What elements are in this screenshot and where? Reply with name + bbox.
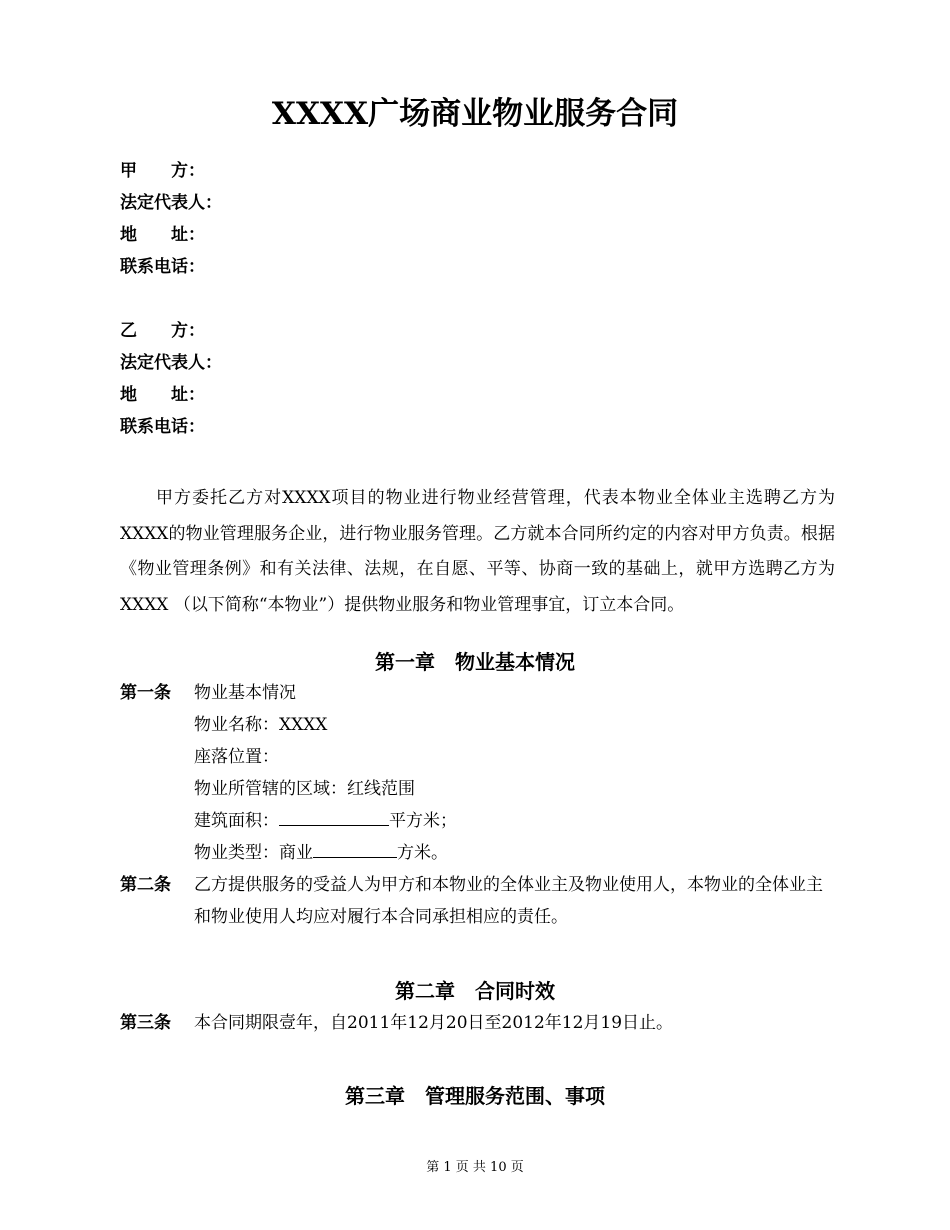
article-2 — [120, 869, 835, 933]
party-b-name-label: 乙 方： — [120, 321, 205, 341]
page-footer: 第 1 页 共 10 页 — [426, 1160, 524, 1175]
article-1 — [120, 677, 835, 869]
article-3 — [120, 1007, 835, 1039]
party-a-address-label: 地 址： — [120, 225, 205, 245]
property-type-line — [194, 837, 835, 869]
intro-paragraph — [120, 481, 835, 623]
article-3-label: 第三条 — [120, 1013, 171, 1033]
party-b-rep-label: 法定代表人： — [120, 353, 222, 373]
party-a-phone-label: 联系电话： — [120, 257, 205, 277]
chapter-3-heading: 第三章 管理服务范围、事项 — [345, 1084, 605, 1108]
building-area-blank[interactable] — [279, 805, 389, 826]
party-a-block — [120, 155, 222, 283]
article-1-label: 第一条 — [120, 683, 171, 703]
document-title: XXXX广场商业物业服务合同 — [271, 96, 679, 132]
building-area-label: 建筑面积： — [194, 811, 279, 831]
party-a-rep-label: 法定代表人： — [120, 193, 222, 213]
building-area-line — [194, 805, 835, 837]
party-a-name-label: 甲 方： — [120, 161, 205, 181]
article-1-heading: 物业基本情况 — [194, 683, 296, 703]
article-2-text: 乙方提供服务的受益人为甲方和本物业的全体业主及物业使用人，本物业的全体业主和物业使用人均应对履行本合同承担相应的责任。 — [194, 875, 823, 927]
party-b-phone-label: 联系电话： — [120, 417, 205, 437]
property-area: 物业所管辖的区域：红线范围 — [194, 779, 415, 799]
chapter-1-heading: 第一章 物业基本情况 — [375, 650, 575, 674]
property-type-blank[interactable] — [313, 837, 397, 858]
property-type-label: 物业类型：商业 — [194, 843, 313, 863]
chapter-2-heading: 第二章 合同时效 — [395, 979, 555, 1003]
party-b-address-label: 地 址： — [120, 385, 205, 405]
party-b-block — [120, 315, 222, 443]
article-2-label: 第二条 — [120, 875, 171, 895]
property-name: 物业名称：XXXX — [194, 715, 328, 735]
property-location: 座落位置： — [194, 747, 279, 767]
article-3-text: 本合同期限壹年，自2011年12月20日至2012年12月19日止。 — [194, 1013, 674, 1033]
intro-text: 甲方委托乙方对XXXX项目的物业进行物业经营管理，代表本物业全体业主选聘乙方为XXXX的物业管理服务企业，进行物业服务管理。乙方就本合同所约定的内容对甲方负责。根据《物业管理条例》和有关法律、法规，在自愿、平等、协商一致的基础上，就甲方选聘乙方为XXXX （以下简称“本物业”）提供物业服务和物业管理事宜，订立本合同。 — [120, 488, 835, 615]
building-area-unit: 平方米； — [389, 811, 457, 831]
property-type-unit: 方米。 — [397, 843, 448, 863]
